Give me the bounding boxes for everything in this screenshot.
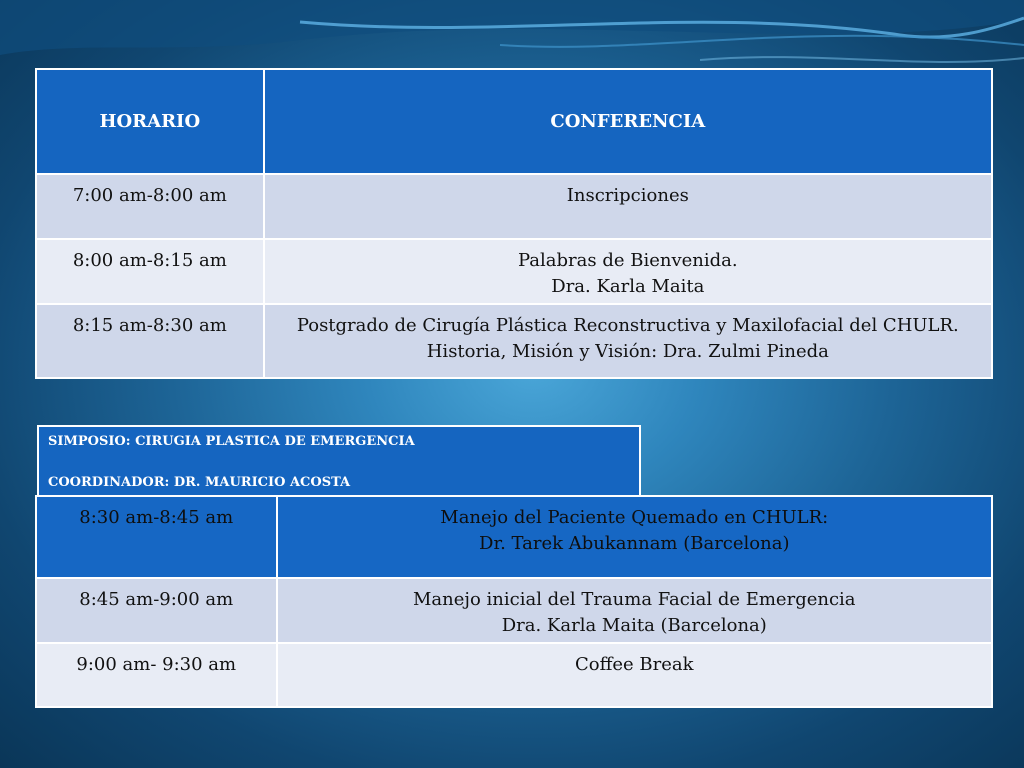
row-time: 8:30 am-8:45 am (36, 496, 277, 578)
schedule-header-row (36, 69, 992, 174)
table-row (36, 304, 992, 378)
row-topic-line2: Dra. Karla Maita (551, 276, 705, 297)
symposium-header-box (37, 425, 641, 495)
row-topic (277, 643, 992, 707)
row-topic-line1: Postgrado de Cirugía Plástica Reconstructiva y Maxilofacial del CHULR. (296, 315, 959, 336)
row-topic-line1: Coffee Break (574, 654, 694, 675)
schedule-table (35, 68, 993, 379)
table-row (36, 239, 992, 304)
row-topic-line1: Palabras de Bienvenida. (518, 250, 738, 271)
row-topic (277, 496, 992, 578)
row-time: 7:00 am-8:00 am (36, 174, 264, 239)
row-topic (264, 239, 992, 304)
row-topic-line1: Manejo inicial del Trauma Facial de Emergencia (412, 589, 856, 610)
row-topic (264, 304, 992, 378)
row-topic-line2: Historia, Misión y Visión: Dra. Zulmi Pineda (426, 341, 829, 362)
symposium-table (35, 495, 993, 708)
row-topic (277, 578, 992, 643)
row-topic-line1: Manejo del Paciente Quemado en CHULR: (440, 507, 829, 528)
row-time: 8:00 am-8:15 am (36, 239, 264, 304)
row-topic (264, 174, 992, 239)
header-topic: CONFERENCIA (264, 69, 992, 174)
row-time: 8:15 am-8:30 am (36, 304, 264, 378)
row-time: 9:00 am- 9:30 am (36, 643, 277, 707)
row-topic-line2: Dra. Karla Maita (Barcelona) (501, 615, 767, 636)
row-time: 8:45 am-9:00 am (36, 578, 277, 643)
symposium-title: SIMPOSIO: CIRUGIA PLASTICA DE EMERGENCIA (48, 434, 415, 449)
table-row (36, 496, 992, 578)
table-row (36, 643, 992, 707)
header-time: HORARIO (36, 69, 264, 174)
table-row (36, 578, 992, 643)
table-row (36, 174, 992, 239)
row-topic-line2: Dr. Tarek Abukannam (Barcelona) (479, 533, 790, 554)
row-topic-line1: Inscripciones (566, 185, 689, 206)
symposium-coordinator: COORDINADOR: DR. MAURICIO ACOSTA (48, 475, 351, 490)
